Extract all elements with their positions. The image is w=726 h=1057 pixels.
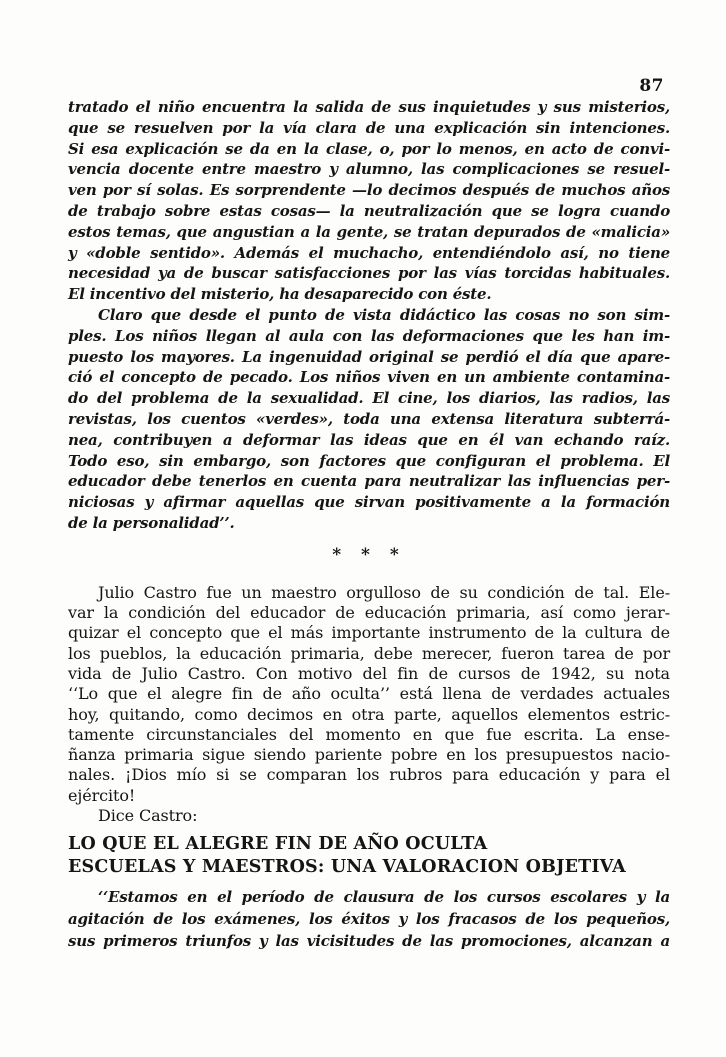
text-line: hoy, quitando, como decimos en otra parte, aquellos elementos estric- bbox=[68, 704, 670, 724]
paragraph bbox=[68, 886, 670, 952]
text-line: nales. ¡Dios mío si se comparan los rubros para educación y para el bbox=[68, 765, 670, 785]
text-line: quizar el concepto que el más importante instrumento de la cultura de bbox=[68, 623, 670, 643]
text-line: puesto los mayores. La ingenuidad original se perdió el día que apare- bbox=[68, 347, 670, 366]
quote-block bbox=[68, 886, 670, 952]
text-line: de la personalidad’’. bbox=[68, 513, 235, 532]
text-line: necesidad ya de buscar satisfacciones por las vías torcidas habituales. bbox=[68, 264, 670, 283]
text-line: Todo eso, sin embargo, son factores que configuran el problema. El bbox=[68, 451, 670, 470]
text-line: Si esa explicación se da en la clase, o, por lo menos, en acto de convi- bbox=[68, 139, 670, 158]
text-line: educador debe tenerlos en cuenta para neutralizar las influencias per- bbox=[68, 472, 670, 491]
text-line: El incentivo del misterio, ha desaparecido con éste. bbox=[68, 285, 492, 304]
page-content bbox=[68, 97, 670, 952]
text-line: tratado el niño encuentra la salida de sus inquietudes y sus misterios, bbox=[68, 98, 670, 116]
text-line: ven por sí solas. Es sorprendente —lo decimos después de muchos años bbox=[68, 181, 670, 200]
text-line: Claro que desde el punto de vista didáctico las cosas no son sim- bbox=[98, 305, 670, 324]
section-separator: * * * bbox=[332, 544, 406, 565]
text-line: ñanza primaria sigue siendo pariente pobre en los presupuestos nacio- bbox=[68, 745, 670, 765]
text-line: tamente circunstanciales del momento en que fue escrita. La ense- bbox=[68, 724, 670, 744]
text-line: niciosas y afirmar aquellas que sirvan positivamente a la formación bbox=[68, 493, 670, 512]
text-line: vencia docente entre maestro y alumno, las complicaciones se resuel- bbox=[68, 160, 670, 179]
text-line: que se resuelven por la vía clara de una explicación sin intenciones. bbox=[68, 118, 670, 137]
text-line: vida de Julio Castro. Con motivo del fin de cursos de 1942, su nota bbox=[68, 663, 670, 683]
page-number: 87 bbox=[639, 76, 664, 96]
text-line: do del problema de la sexualidad. El cine, los diarios, las radios, las bbox=[68, 389, 670, 408]
text-line: Dice Castro: bbox=[98, 806, 198, 825]
text-line: los pueblos, la educación primaria, debe merecer, fueron tarea de por bbox=[68, 643, 670, 663]
text-line: nea, contribuyen a deformar las ideas que en él van echando raíz. bbox=[68, 430, 670, 449]
text-line: sus primeros triunfos y las vicisitudes de las promociones, alcanzan a bbox=[68, 932, 670, 951]
text-line: ció el concepto de pecado. Los niños viven en un ambiente contamina- bbox=[68, 368, 670, 387]
paragraph bbox=[68, 97, 670, 305]
text-line: y «doble sentido». Además el muchacho, entendiéndolo así, no tiene bbox=[68, 243, 670, 262]
heading-block bbox=[68, 833, 670, 878]
text-line: estos temas, que angustian a la gente, se tratan depurados de «malicia» bbox=[68, 222, 670, 241]
heading-line: ESCUELAS Y MAESTROS: UNA VALORACION OBJETIVA bbox=[68, 856, 626, 877]
text-line: ejército! bbox=[68, 785, 136, 805]
body-block bbox=[68, 583, 670, 827]
text-line: ‘‘Lo que el alegre fin de año oculta’’ está llena de verdades actuales bbox=[68, 684, 670, 704]
text-line: revistas, los cuentos «verdes», toda una extensa literatura subterrá- bbox=[68, 409, 670, 428]
paragraph bbox=[68, 806, 670, 826]
text-line: agitación de los exámenes, los éxitos y los fracasos de los pequeños, bbox=[68, 910, 670, 929]
heading-line: LO QUE EL ALEGRE FIN DE AÑO OCULTA bbox=[68, 834, 488, 855]
text-line: ‘‘Estamos en el período de clausura de los cursos escolares y la bbox=[98, 888, 670, 907]
text-line: ples. Los niños llegan al aula con las deformaciones que les han im- bbox=[68, 326, 670, 345]
paragraph bbox=[68, 305, 670, 534]
text-line: var la condición del educador de educación primaria, así como jerar- bbox=[68, 603, 670, 623]
text-line: de trabajo sobre estas cosas— la neutralización que se logra cuando bbox=[68, 201, 670, 220]
paragraph bbox=[68, 583, 670, 806]
text-line: Julio Castro fue un maestro orgulloso de su condición de tal. Ele- bbox=[98, 582, 670, 602]
quote-block bbox=[68, 97, 670, 534]
